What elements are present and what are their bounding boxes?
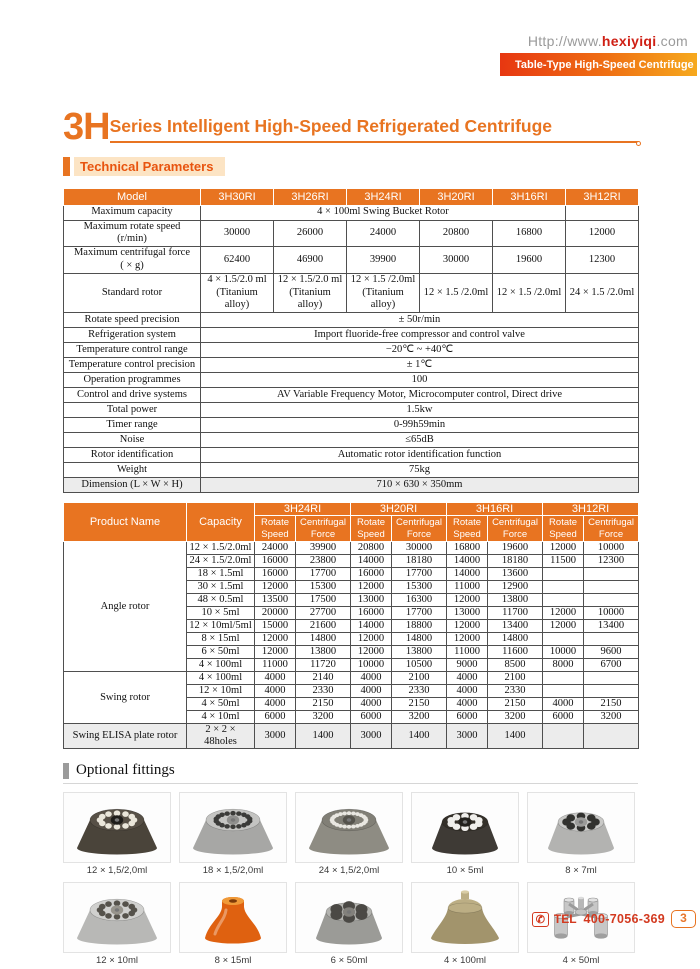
tech-row: [64, 328, 639, 343]
rotor-value-cell: 12000: [255, 633, 296, 646]
tech-value-cell: 75kg: [201, 463, 639, 478]
rotor-value-cell: 16000: [351, 607, 392, 620]
rotor-value-cell: 20000: [255, 607, 296, 620]
tech-row-label: Rotate speed precision: [64, 313, 201, 328]
fitting-caption: 8 × 7ml: [565, 865, 597, 877]
tech-row-label: Dimension (L × W × H): [64, 478, 201, 493]
tel-label: TEL: [553, 912, 577, 926]
tech-value-cell: 24000: [347, 220, 420, 247]
tech-row: [64, 205, 639, 220]
rotor-capacity-cell: 4 × 100ml: [187, 659, 255, 672]
fitting-item: [411, 792, 519, 879]
rotor-photo: [63, 882, 171, 953]
rotor-value-cell: 15300: [296, 581, 351, 594]
rotor-value-cell: 3000: [255, 724, 296, 749]
rotor-value-cell: 23800: [296, 555, 351, 568]
rotor-value-cell: 8500: [488, 659, 543, 672]
tech-row-label: Maximum centrifugal force ( × g): [64, 247, 201, 274]
tech-value-cell: 12300: [566, 247, 639, 274]
tech-row: [64, 463, 639, 478]
rotor-value-cell: 4000: [543, 698, 584, 711]
rotor-value-cell: 10000: [584, 607, 639, 620]
tech-row-label: Total power: [64, 403, 201, 418]
tech-value-cell: ± 50r/min: [201, 313, 639, 328]
tech-value-cell: −20℃ ~ +40℃: [201, 343, 639, 358]
tech-row-label: Temperature control range: [64, 343, 201, 358]
rotor-value-cell: 13800: [392, 646, 447, 659]
rotor-value-cell: 12000: [255, 646, 296, 659]
rotor-value-cell: 14000: [447, 555, 488, 568]
rotor-value-cell: 16000: [255, 555, 296, 568]
url-prefix: Http://www.: [527, 33, 602, 49]
fitting-caption: 18 × 1,5/2,0ml: [202, 865, 264, 877]
optional-fittings-label: Optional fittings: [76, 762, 175, 779]
tech-column-header: 3H26RI: [274, 188, 347, 205]
tech-column-header: 3H12RI: [566, 188, 639, 205]
tech-column-header: 3H30RI: [201, 188, 274, 205]
rotor-value-cell: 12000: [351, 633, 392, 646]
tech-value-cell: ≤65dB: [201, 433, 639, 448]
rotor-value-cell: 15300: [392, 581, 447, 594]
rotor-value-cell: 9000: [447, 659, 488, 672]
fittings-grid: [63, 792, 638, 969]
rotor-value-cell: 2330: [392, 685, 447, 698]
rotor-value-cell: 24000: [255, 542, 296, 555]
rotor-value-cell: 12000: [543, 542, 584, 555]
rotor-value-cell: 39900: [296, 542, 351, 555]
tech-value-cell: 12 × 1.5 /2.0ml: [420, 273, 493, 312]
series-prefix: 3H: [63, 106, 110, 148]
tech-value-cell: 12 × 1.5 /2.0ml (Titanium alloy): [347, 273, 420, 312]
rotor-value-cell: 11720: [296, 659, 351, 672]
rotor-value-cell: 3200: [296, 711, 351, 724]
tech-row-label: Operation programmes: [64, 373, 201, 388]
fitting-caption: 12 × 1,5/2,0ml: [86, 865, 148, 877]
rotor-value-cell: 1400: [296, 724, 351, 749]
rotor-sub-header: Centrifugal Force: [584, 516, 639, 542]
rotor-value-cell: 12000: [543, 607, 584, 620]
rotor-value-cell: 14800: [488, 633, 543, 646]
rotor-value-cell: [584, 568, 639, 581]
tech-value-cell: 24 × 1.5 /2.0ml: [566, 273, 639, 312]
tech-value-cell: 16800: [493, 220, 566, 247]
rotor-value-cell: 16300: [392, 594, 447, 607]
tech-row: [64, 358, 639, 373]
rotor-value-cell: 14000: [447, 568, 488, 581]
rotor-photo: [179, 792, 287, 863]
tech-row: [64, 373, 639, 388]
fitting-item: [411, 882, 519, 969]
rotor-value-cell: 12900: [488, 581, 543, 594]
rotor-graphic: [417, 796, 513, 860]
rotor-value-cell: [543, 568, 584, 581]
rotor-model-header: 3H16RI: [447, 503, 543, 516]
rotor-value-cell: [543, 685, 584, 698]
tech-row: [64, 448, 639, 463]
heading-accent-bar: [63, 157, 70, 176]
rotor-value-cell: 13600: [488, 568, 543, 581]
rotor-data-row: [64, 672, 639, 685]
tech-row: [64, 418, 639, 433]
title-underline: [110, 141, 638, 143]
rotor-data-row: [64, 542, 639, 555]
rotor-value-cell: 9600: [584, 646, 639, 659]
rotor-value-cell: 16800: [447, 542, 488, 555]
tech-value-cell: 30000: [420, 247, 493, 274]
rotor-value-cell: 21600: [296, 620, 351, 633]
rotor-model-header: 3H12RI: [543, 503, 639, 516]
rotor-value-cell: 18180: [488, 555, 543, 568]
rotor-sub-header: Centrifugal Force: [392, 516, 447, 542]
rotor-model-header: 3H20RI: [351, 503, 447, 516]
tech-row: [64, 478, 639, 493]
tech-row-label: Refrigeration system: [64, 328, 201, 343]
tech-value-cell: 12000: [566, 220, 639, 247]
rotor-sub-header: Rotate Speed: [447, 516, 488, 542]
tech-value-cell: 30000: [201, 220, 274, 247]
rotor-capacity-cell: 12 × 10ml/5ml: [187, 620, 255, 633]
rotor-value-cell: 11500: [543, 555, 584, 568]
tech-column-header: 3H24RI: [347, 188, 420, 205]
rotor-value-cell: 12000: [447, 633, 488, 646]
page-number: 3: [671, 910, 696, 928]
rotor-col-product: Product Name: [64, 503, 187, 542]
fitting-caption: 4 × 100ml: [444, 955, 486, 967]
tech-row-label: Maximum rotate speed (r/min): [64, 220, 201, 247]
fitting-item: [179, 792, 287, 879]
title-dot-ornament: [636, 141, 641, 146]
rotor-capacity-cell: 4 × 100ml: [187, 672, 255, 685]
tech-header-row: [64, 188, 639, 205]
rotor-value-cell: 12000: [351, 581, 392, 594]
rotor-value-cell: 6000: [255, 711, 296, 724]
rotor-capacity-cell: 12 × 10ml: [187, 685, 255, 698]
rotor-value-cell: 18180: [392, 555, 447, 568]
tech-row: [64, 220, 639, 247]
optional-fittings-heading: [63, 762, 638, 784]
rotor-capacity-cell: 4 × 10ml: [187, 711, 255, 724]
rotor-sub-header: Rotate Speed: [255, 516, 296, 542]
footer: [532, 910, 696, 928]
rotor-value-cell: 10500: [392, 659, 447, 672]
rotor-value-cell: 2100: [488, 672, 543, 685]
rotor-photo: [411, 882, 519, 953]
tech-value-cell: Import fluoride-free compressor and control valve: [201, 328, 639, 343]
rotor-group-name: Swing ELISA plate rotor: [64, 724, 187, 749]
rotor-header-row-models: [64, 503, 639, 516]
tech-row-label: Standard rotor: [64, 273, 201, 312]
rotor-value-cell: 2150: [296, 698, 351, 711]
fitting-item: [295, 792, 403, 879]
rotor-value-cell: [584, 724, 639, 749]
rotor-value-cell: 11700: [488, 607, 543, 620]
rotor-value-cell: 19600: [488, 542, 543, 555]
rotor-value-cell: 27700: [296, 607, 351, 620]
fitting-item: [179, 882, 287, 969]
rotor-value-cell: 2150: [392, 698, 447, 711]
rotor-value-cell: [543, 724, 584, 749]
rotor-value-cell: 6000: [447, 711, 488, 724]
website-url: [528, 33, 688, 49]
rotor-value-cell: 1400: [488, 724, 543, 749]
fitting-caption: 6 × 50ml: [330, 955, 368, 967]
tech-row-label: Control and drive systems: [64, 388, 201, 403]
rotor-value-cell: 16000: [351, 568, 392, 581]
rotor-graphic: [69, 886, 165, 950]
rotor-capacity-cell: 30 × 1.5ml: [187, 581, 255, 594]
rotor-value-cell: [543, 633, 584, 646]
rotor-value-cell: 16000: [255, 568, 296, 581]
rotor-value-cell: 6000: [351, 711, 392, 724]
tech-row: [64, 313, 639, 328]
rotor-col-capacity: Capacity: [187, 503, 255, 542]
rotor-value-cell: 13400: [584, 620, 639, 633]
rotor-performance-table: [63, 502, 639, 749]
fitting-item: [63, 792, 171, 879]
rotor-capacity-cell: 24 × 1.5/2.0ml: [187, 555, 255, 568]
rotor-sub-header: Centrifugal Force: [488, 516, 543, 542]
tech-value-cell: 19600: [493, 247, 566, 274]
rotor-value-cell: 17700: [392, 568, 447, 581]
rotor-value-cell: 2330: [296, 685, 351, 698]
rotor-value-cell: 12000: [351, 646, 392, 659]
banner-text: Table-Type High-Speed Centrifuge: [515, 58, 694, 71]
rotor-value-cell: 4000: [351, 672, 392, 685]
rotor-value-cell: 20800: [351, 542, 392, 555]
fitting-caption: 4 × 50ml: [562, 955, 600, 967]
rotor-value-cell: 4000: [255, 698, 296, 711]
tech-value-cell: AV Variable Frequency Motor, Microcomputer control, Direct drive: [201, 388, 639, 403]
category-banner: [500, 53, 697, 76]
rotor-value-cell: 2150: [584, 698, 639, 711]
rotor-photo: [295, 882, 403, 953]
rotor-photo: [179, 882, 287, 953]
rotor-capacity-cell: 2 × 2 × 48holes: [187, 724, 255, 749]
tech-value-cell: 1.5kw: [201, 403, 639, 418]
rotor-capacity-cell: 12 × 1.5/2.0ml: [187, 542, 255, 555]
rotor-value-cell: 17500: [296, 594, 351, 607]
tech-row: [64, 273, 639, 312]
rotor-value-cell: 11000: [255, 659, 296, 672]
rotor-value-cell: 13000: [447, 607, 488, 620]
rotor-value-cell: 11000: [447, 581, 488, 594]
tech-row: [64, 433, 639, 448]
rotor-value-cell: 8000: [543, 659, 584, 672]
rotor-capacity-cell: 4 × 50ml: [187, 698, 255, 711]
rotor-value-cell: [543, 594, 584, 607]
tech-row-label: Timer range: [64, 418, 201, 433]
rotor-capacity-cell: 10 × 5ml: [187, 607, 255, 620]
rotor-graphic: [185, 796, 281, 860]
tech-row-label: Temperature control precision: [64, 358, 201, 373]
fitting-caption: 12 × 10ml: [96, 955, 138, 967]
rotor-graphic: [533, 796, 629, 860]
rotor-value-cell: 10000: [584, 542, 639, 555]
tech-row-label: Rotor identification: [64, 448, 201, 463]
tech-value-cell: Automatic rotor identification function: [201, 448, 639, 463]
tech-value-cell: 39900: [347, 247, 420, 274]
rotor-value-cell: 4000: [447, 698, 488, 711]
rotor-value-cell: [584, 685, 639, 698]
tech-value-cell: 20800: [420, 220, 493, 247]
rotor-value-cell: 13000: [351, 594, 392, 607]
rotor-graphic: [301, 796, 397, 860]
tech-row: [64, 343, 639, 358]
fitting-item: [527, 792, 635, 879]
tel-number: 400-7056-369: [583, 912, 665, 926]
rotor-value-cell: 2140: [296, 672, 351, 685]
rotor-value-cell: 13800: [488, 594, 543, 607]
tech-value-cell: 12 × 1.5 /2.0ml: [493, 273, 566, 312]
rotor-value-cell: 4000: [447, 672, 488, 685]
tech-column-header: 3H20RI: [420, 188, 493, 205]
rotor-value-cell: 12000: [447, 594, 488, 607]
rotor-capacity-cell: 8 × 15ml: [187, 633, 255, 646]
rotor-model-header: 3H24RI: [255, 503, 351, 516]
rotor-value-cell: 4000: [255, 685, 296, 698]
rotor-group-name: Angle rotor: [64, 542, 187, 672]
tech-value-cell: ± 1℃: [201, 358, 639, 373]
fitting-item: [295, 882, 403, 969]
rotor-value-cell: 12000: [543, 620, 584, 633]
url-brand: hexiyiqi: [601, 33, 657, 49]
rotor-value-cell: 3000: [447, 724, 488, 749]
page-content: [63, 106, 638, 969]
rotor-value-cell: 13400: [488, 620, 543, 633]
rotor-value-cell: 13800: [296, 646, 351, 659]
tech-value-cell: 100: [201, 373, 639, 388]
rotor-value-cell: [584, 633, 639, 646]
rotor-value-cell: 17700: [296, 568, 351, 581]
technical-parameters-heading: [63, 157, 225, 176]
fitting-caption: 8 × 15ml: [214, 955, 252, 967]
rotor-value-cell: 18800: [392, 620, 447, 633]
tech-value-cell: 0-99h59min: [201, 418, 639, 433]
rotor-capacity-cell: 18 × 1.5ml: [187, 568, 255, 581]
tech-value-cell: 4 × 100ml Swing Bucket Rotor: [201, 205, 566, 220]
rotor-photo: [295, 792, 403, 863]
rotor-value-cell: 2100: [392, 672, 447, 685]
rotor-value-cell: 17700: [392, 607, 447, 620]
phone-icon: ✆: [532, 912, 549, 927]
tech-value-cell: 46900: [274, 247, 347, 274]
rotor-value-cell: [584, 581, 639, 594]
tech-value-cell: [566, 205, 639, 220]
fitting-caption: 24 × 1,5/2,0ml: [318, 865, 380, 877]
rotor-graphic: [69, 796, 165, 860]
tech-value-cell: 4 × 1.5/2.0 ml (Titanium alloy): [201, 273, 274, 312]
fitting-item: [63, 882, 171, 969]
url-suffix: .com: [656, 33, 688, 49]
rotor-value-cell: 3000: [351, 724, 392, 749]
rotor-value-cell: 4000: [351, 685, 392, 698]
rotor-sub-header: Centrifugal Force: [296, 516, 351, 542]
rotor-value-cell: 4000: [447, 685, 488, 698]
tech-column-header: 3H16RI: [493, 188, 566, 205]
rotor-value-cell: 13500: [255, 594, 296, 607]
tech-row: [64, 388, 639, 403]
rotor-value-cell: 15000: [255, 620, 296, 633]
rotor-graphic: [185, 886, 281, 950]
tech-value-cell: 26000: [274, 220, 347, 247]
rotor-capacity-cell: 6 × 50ml: [187, 646, 255, 659]
rotor-value-cell: 1400: [392, 724, 447, 749]
tech-value-cell: 710 × 630 × 350mm: [201, 478, 639, 493]
rotor-value-cell: 4000: [351, 698, 392, 711]
rotor-value-cell: 14800: [392, 633, 447, 646]
title-text: Series Intelligent High-Speed Refrigerated Centrifuge: [109, 115, 553, 136]
technical-parameters-table: [63, 188, 639, 494]
rotor-photo: [411, 792, 519, 863]
rotor-value-cell: [584, 594, 639, 607]
title-right: [110, 116, 638, 143]
rotor-value-cell: 4000: [255, 672, 296, 685]
rotor-sub-header: Rotate Speed: [543, 516, 584, 542]
rotor-value-cell: 12000: [255, 581, 296, 594]
rotor-value-cell: [543, 672, 584, 685]
rotor-graphic: [417, 886, 513, 950]
rotor-value-cell: 14800: [296, 633, 351, 646]
rotor-value-cell: 6000: [543, 711, 584, 724]
rotor-value-cell: 12300: [584, 555, 639, 568]
rotor-value-cell: 3200: [584, 711, 639, 724]
heading-gray-bar: [63, 763, 69, 779]
tech-value-cell: 62400: [201, 247, 274, 274]
rotor-value-cell: 2330: [488, 685, 543, 698]
rotor-value-cell: [584, 672, 639, 685]
tech-row-label: Weight: [64, 463, 201, 478]
tech-row-label: Maximum capacity: [64, 205, 201, 220]
rotor-value-cell: 2150: [488, 698, 543, 711]
page-title: [63, 106, 638, 148]
rotor-value-cell: 11600: [488, 646, 543, 659]
rotor-value-cell: 3200: [392, 711, 447, 724]
tech-row: [64, 403, 639, 418]
rotor-value-cell: 14000: [351, 555, 392, 568]
rotor-value-cell: 14000: [351, 620, 392, 633]
tech-value-cell: 12 × 1.5/2.0 ml (Titanium alloy): [274, 273, 347, 312]
rotor-data-row: [64, 724, 639, 749]
fitting-caption: 10 × 5ml: [446, 865, 484, 877]
rotor-value-cell: 10000: [543, 646, 584, 659]
rotor-sub-header: Rotate Speed: [351, 516, 392, 542]
rotor-value-cell: 3200: [488, 711, 543, 724]
rotor-photo: [63, 792, 171, 863]
rotor-value-cell: 11000: [447, 646, 488, 659]
rotor-value-cell: [543, 581, 584, 594]
rotor-value-cell: 10000: [351, 659, 392, 672]
tech-row: [64, 247, 639, 274]
rotor-capacity-cell: 48 × 0.5ml: [187, 594, 255, 607]
rotor-photo: [527, 792, 635, 863]
rotor-value-cell: 6700: [584, 659, 639, 672]
rotor-value-cell: 30000: [392, 542, 447, 555]
heading-label: Technical Parameters: [74, 157, 225, 176]
rotor-group-name: Swing rotor: [64, 672, 187, 724]
tech-row-label: Noise: [64, 433, 201, 448]
tech-column-header: Model: [64, 188, 201, 205]
rotor-value-cell: 12000: [447, 620, 488, 633]
rotor-graphic: [301, 886, 397, 950]
